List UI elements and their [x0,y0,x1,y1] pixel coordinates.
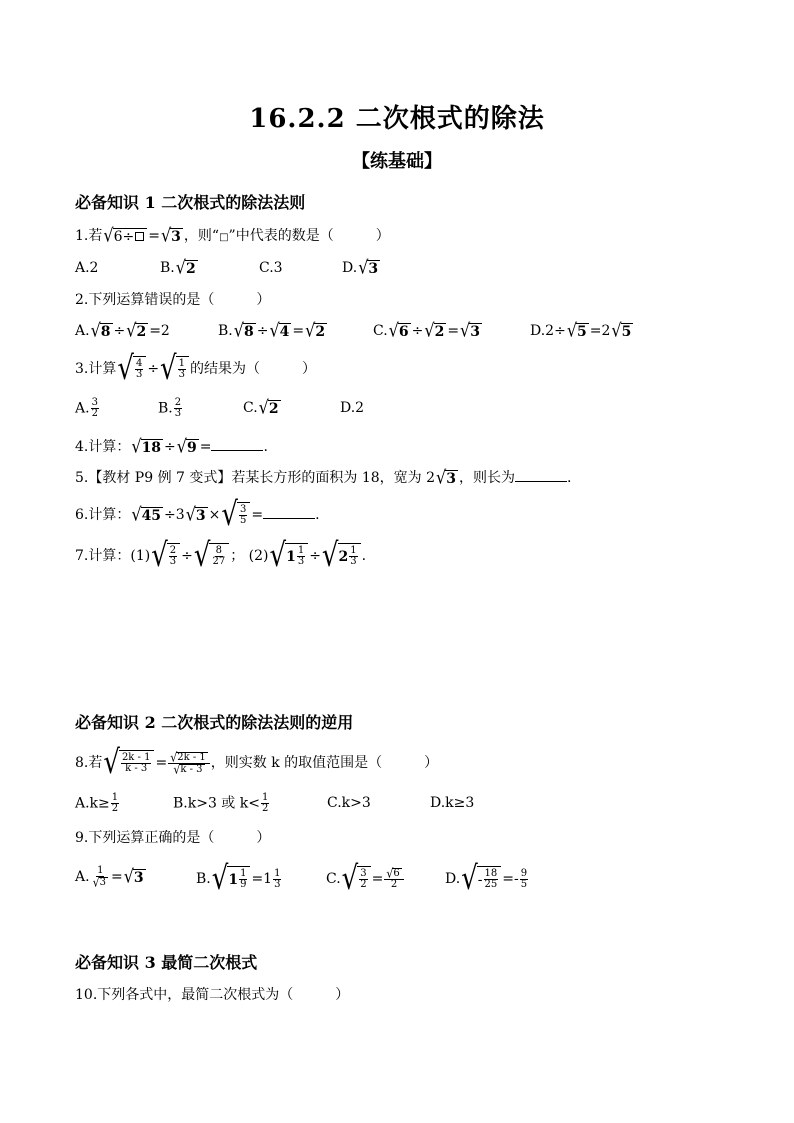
q3-option-d[interactable]: D.2 [340,400,365,416]
q8-option-c[interactable]: C.k>3 [327,795,371,811]
question-10-stem: 10.下列各式中，最简二次根式为（ ） [75,987,350,1003]
question-7: 7.计算：(1) √ 2 3 ÷ √ 8 27 ； (2) √ 1 1 3 ÷ √ 2 1 3 . [75,537,367,575]
q8-option-d[interactable]: D.k≥3 [430,795,475,811]
question-3: 3.计算 √ 4 3 ÷ √ 1 3 的结果为（ ） [75,350,316,388]
q9-option-b[interactable]: B. √ 1 1 9 =1 $\frac{1}{3}$ [196,860,281,898]
q3-option-c[interactable]: C. √ 2 [243,395,279,418]
answer-blank[interactable] [211,436,263,451]
section-heading-2: 必备知识 2 二次根式的除法法则的逆用 [75,713,354,732]
page-title: 16.2.2 二次根式的除法 [249,104,545,134]
question-4: 4.计算： √ 18 ÷ √ 9 = . [75,434,268,457]
answer-blank[interactable] [515,467,567,482]
question-2-stem: 2.下列运算错误的是（ ） [75,292,271,308]
section-heading-1: 必备知识 1 二次根式的除法法则 [75,193,306,212]
q1-option-a[interactable]: A.2 [75,260,99,276]
q2-option-c[interactable]: C. √ 6 ÷ √ 2 = √ 3 [373,318,480,341]
q1-option-c[interactable]: C.3 [259,260,283,276]
q9-option-a[interactable]: A. 1 √ 3 = √ 3 [75,864,144,890]
page-subtitle: 【练基础】 [352,151,442,172]
q1-option-d[interactable]: D. √ 3 [342,255,379,278]
question-5: 5.【教材 P9 例 7 变式】若某长方形的面积为 18，宽为 2 √ 3 ，则长为 . [75,465,572,488]
q8-option-a[interactable]: A.k≥ $\frac{1}{2}$ [75,792,119,814]
question-1: 1.若 √ 6 ÷ = √ 3 ，则“□”中代表的数是（ ） [75,223,390,246]
q9-option-d[interactable]: D. √ - 18 25 =- $\frac{9}{5}$ [445,860,528,898]
section-heading-3: 必备知识 3 最简二次根式 [75,953,258,972]
q1-option-b[interactable]: B. √ 2 [160,255,196,278]
q2-option-a[interactable]: A. √ 8 ÷ √ 2 =2 [75,318,170,341]
box-icon [135,232,144,241]
q2-option-d[interactable]: D.2÷ √ 5 =2 √ 5 [530,318,632,341]
question-9-stem: 9.下列运算正确的是（ ） [75,830,271,846]
answer-blank[interactable] [263,504,315,519]
q3-option-b[interactable]: B. $\frac{2}{3}$ [158,397,182,419]
question-8: 8.若 √ 2k - 1 k - 3 = √ 2k - 1 √ k - 3 ，则实数 k 的取值范围是（ ） [75,744,439,782]
q9-option-c[interactable]: C. √ 3 2 = √ 6 2 [326,866,405,892]
q8-option-b[interactable]: B.k>3 或 k< $\frac{1}{2}$ [173,792,269,814]
q3-option-a[interactable]: A. $\frac{3}{2}$ [75,397,98,419]
sqrt-expression: √ 6 ÷ [103,228,147,245]
question-6: 6.计算： √ 45 ÷3 √ 3 × √ 3 5 = . [75,496,320,534]
q2-option-b[interactable]: B. √ 8 ÷ √ 4 = √ 2 [218,318,326,341]
